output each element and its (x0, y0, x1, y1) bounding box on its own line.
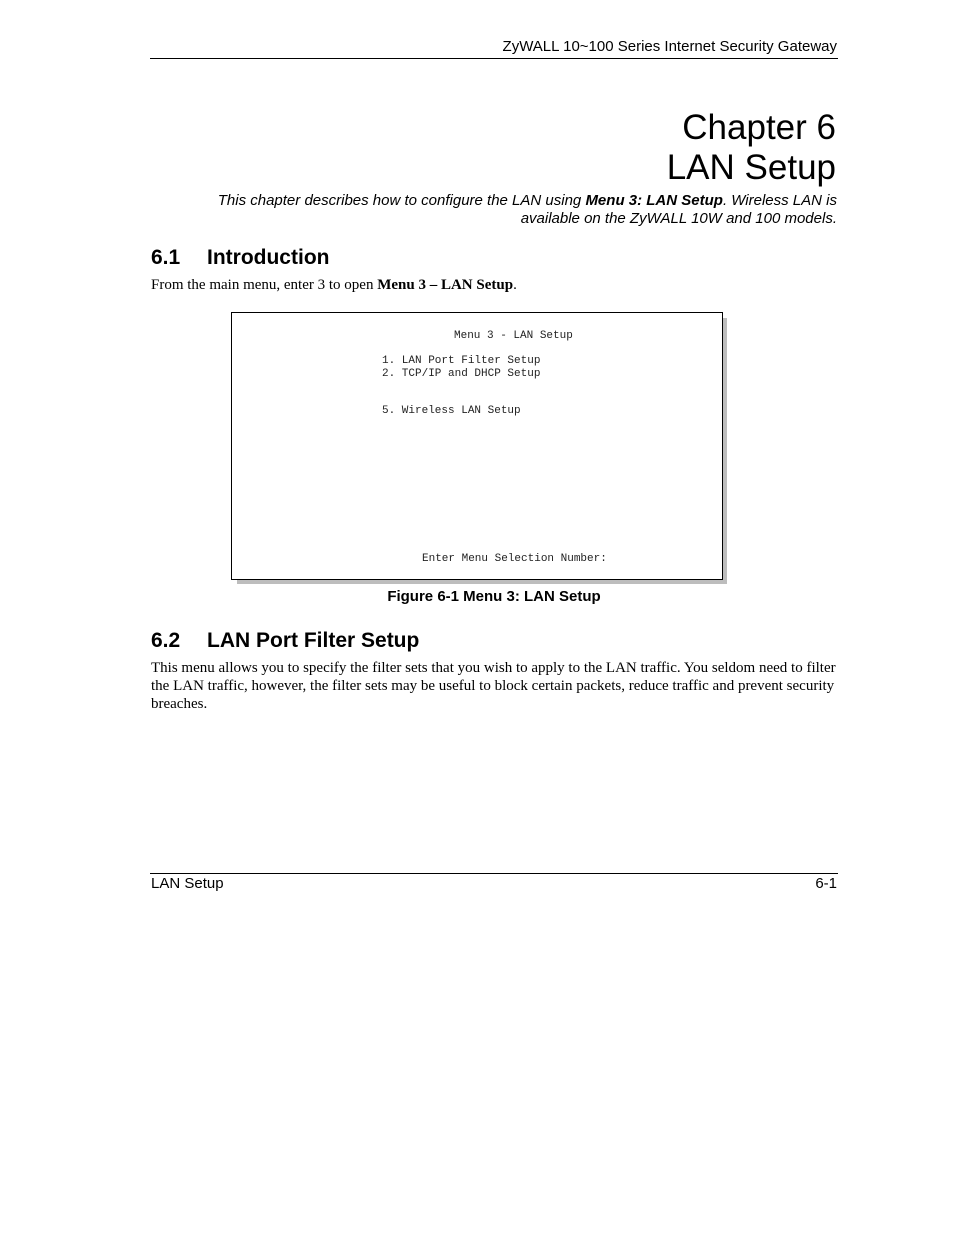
lan-port-paragraph: This menu allows you to specify the filter sets that you wish to apply to the LAN traffic. You seldom need to filter the LAN traffic, however, the filter sets may be useful to block certain packets, reduce traffic and prevent security breaches. (151, 660, 836, 712)
chapter-summary-menu-ref: Menu 3: LAN Setup (585, 192, 723, 209)
terminal-menu-item: 2. TCP/IP and DHCP Setup (382, 368, 541, 380)
terminal-screen (231, 312, 723, 580)
chapter-number: Chapter 6 (682, 108, 836, 147)
intro-text-post: . (513, 277, 517, 293)
section-number: 6.1 (151, 246, 181, 269)
terminal-menu-title: Menu 3 - LAN Setup (454, 330, 573, 342)
figure-caption: Figure 6-1 Menu 3: LAN Setup (387, 588, 601, 605)
page-number: 6-1 (815, 875, 837, 892)
section-heading-introduction (151, 246, 329, 270)
chapter-title: LAN Setup (666, 148, 836, 187)
intro-paragraph (151, 276, 841, 294)
running-header: ZyWALL 10~100 Series Internet Security Gateway (502, 38, 837, 55)
chapter-summary-post: . Wireless LAN is available on the ZyWALL 10W and 100 models. (520, 192, 837, 227)
header-rule (150, 58, 838, 59)
intro-text-pre: From the main menu, enter 3 to open (151, 277, 378, 293)
chapter-summary (157, 192, 837, 228)
footer-rule (150, 873, 838, 874)
footer-section-name: LAN Setup (151, 875, 224, 892)
terminal-menu-item: 1. LAN Port Filter Setup (382, 355, 541, 367)
section-title: Introduction (207, 246, 330, 269)
chapter-summary-pre: This chapter describes how to configure the LAN using (217, 192, 586, 209)
section-title: LAN Port Filter Setup (207, 629, 420, 652)
section-number: 6.2 (151, 629, 181, 652)
terminal-menu-item: 5. Wireless LAN Setup (382, 405, 521, 417)
section-heading-lan-port-filter (151, 629, 419, 653)
intro-menu-ref: Menu 3 – LAN Setup (377, 277, 514, 293)
terminal-prompt: Enter Menu Selection Number: (422, 553, 607, 565)
